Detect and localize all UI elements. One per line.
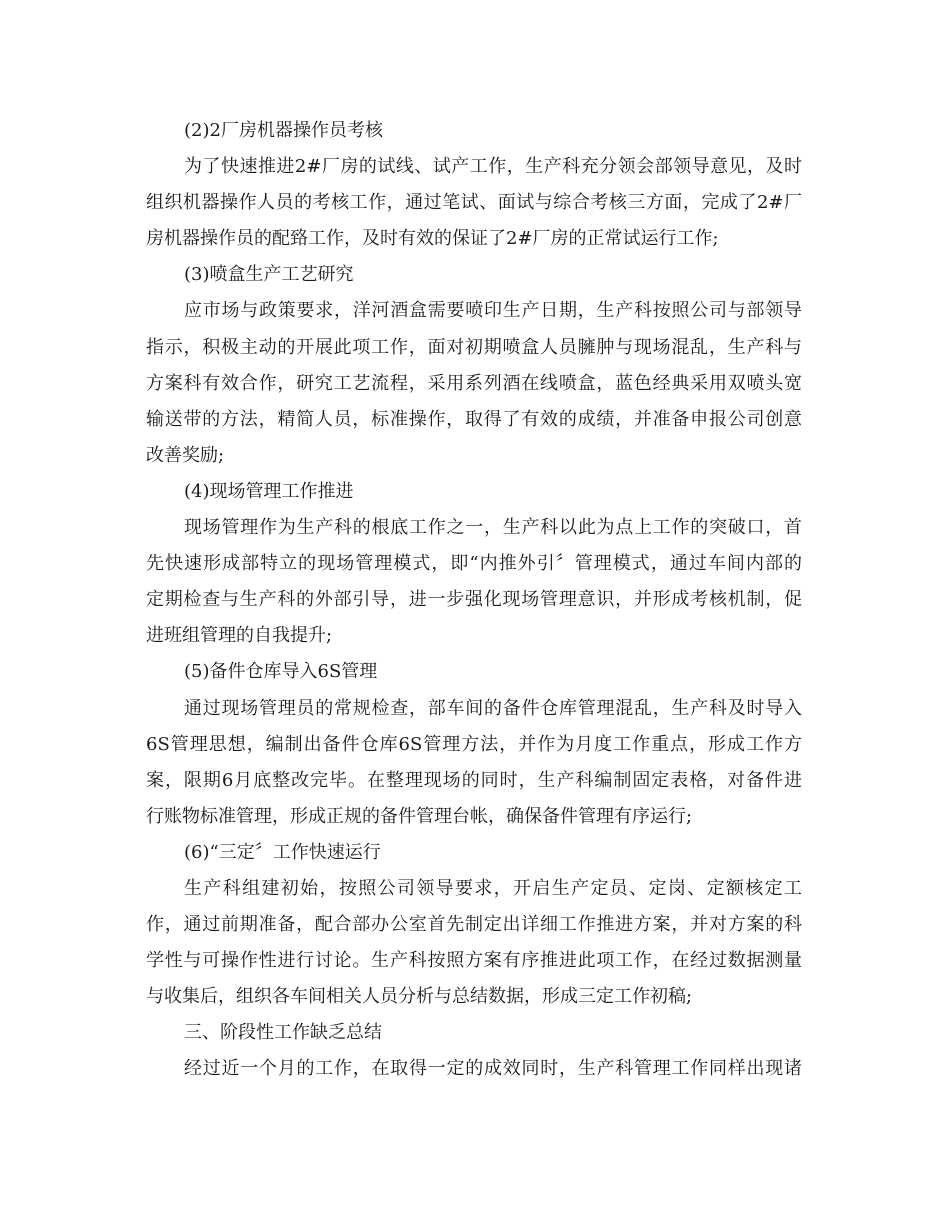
paragraph-line: 经过近一个月的工作，在取得一定的成效同时，生产科管理工作同样出现诸 [184, 1058, 802, 1080]
section-heading: 三、阶段性工作缺乏总结 [184, 1022, 382, 1044]
paragraph-line: 房机器操作员的配臵工作，及时有效的保证了2#厂房的正常试运行工作; [146, 228, 719, 250]
paragraph-line: 方案科有效合作，研究工艺流程，采用系列酒在线喷盒，蓝色经典采用双喷头宽 [146, 372, 802, 394]
paragraph-line: 输送带的方法，精简人员，标准操作，取得了有效的成绩，并准备申报公司创意 [146, 408, 802, 430]
paragraph-line: 通过现场管理员的常规检查，部车间的备件仓库管理混乱，生产科及时导入 [184, 697, 802, 719]
paragraph-line: 生产科组建初始，按照公司领导要求，开启生产定员、定岗、定额核定工 [184, 877, 802, 899]
paragraph-line: 定期检查与生产科的外部引导，进一步强化现场管理意识，并形成考核机制，促 [146, 589, 802, 611]
paragraph-line: 行账物标准管理，形成正规的备件管理台帐，确保备件管理有序运行; [146, 805, 693, 827]
paragraph-line: 现场管理作为生产科的根底工作之一，生产科以此为点上工作的突破口，首 [184, 517, 802, 539]
paragraph-line: 应市场与政策要求，洋河酒盒需要喷印生产日期，生产科按照公司与部领导 [184, 300, 802, 322]
paragraph-line: 改善奖励; [146, 444, 225, 466]
paragraph-line: 指示，积极主动的开展此项工作，面对初期喷盒人员臃肿与现场混乱，生产科与 [146, 336, 802, 358]
document-body [146, 113, 802, 1088]
section-heading: (3)喷盒生产工艺研究 [184, 264, 354, 286]
paragraph-line: 为了快速推进2#厂房的试线、试产工作，生产科充分领会部领导意见，及时 [184, 156, 802, 178]
section-heading: (4)现场管理工作推进 [184, 480, 354, 502]
paragraph-line: 案，限期6月底整改完毕。在整理现场的同时，生产科编制固定表格，对备件进 [146, 769, 802, 791]
section-heading: (6)“三定〞工作快速运行 [184, 841, 381, 863]
paragraph-line: 6S管理思想，编制出备件仓库6S管理方法，并作为月度工作重点，形成工作方 [146, 733, 802, 755]
paragraph-line: 先快速形成部特立的现场管理模式，即“内推外引〞管理模式，通过车间内部的 [146, 553, 802, 575]
paragraph-line: 进班组管理的自我提升; [146, 625, 333, 647]
paragraph-line: 作，通过前期准备，配合部办公室首先制定出详细工作推进方案，并对方案的科 [146, 914, 802, 936]
section-heading: (2)2厂房机器操作员考核 [184, 120, 383, 141]
paragraph-line: 学性与可操作性进行讨论。生产科按照方案有序推进此项工作，在经过数据测量 [146, 950, 802, 972]
section-heading: (5)备件仓库导入6S管理 [184, 661, 378, 683]
paragraph-line: 组织机器操作人员的考核工作，通过笔试、面试与综合考核三方面，完成了2#厂 [146, 192, 802, 214]
paragraph-line: 与收集后，组织各车间相关人员分析与总结数据，形成三定工作初稿; [146, 986, 693, 1008]
